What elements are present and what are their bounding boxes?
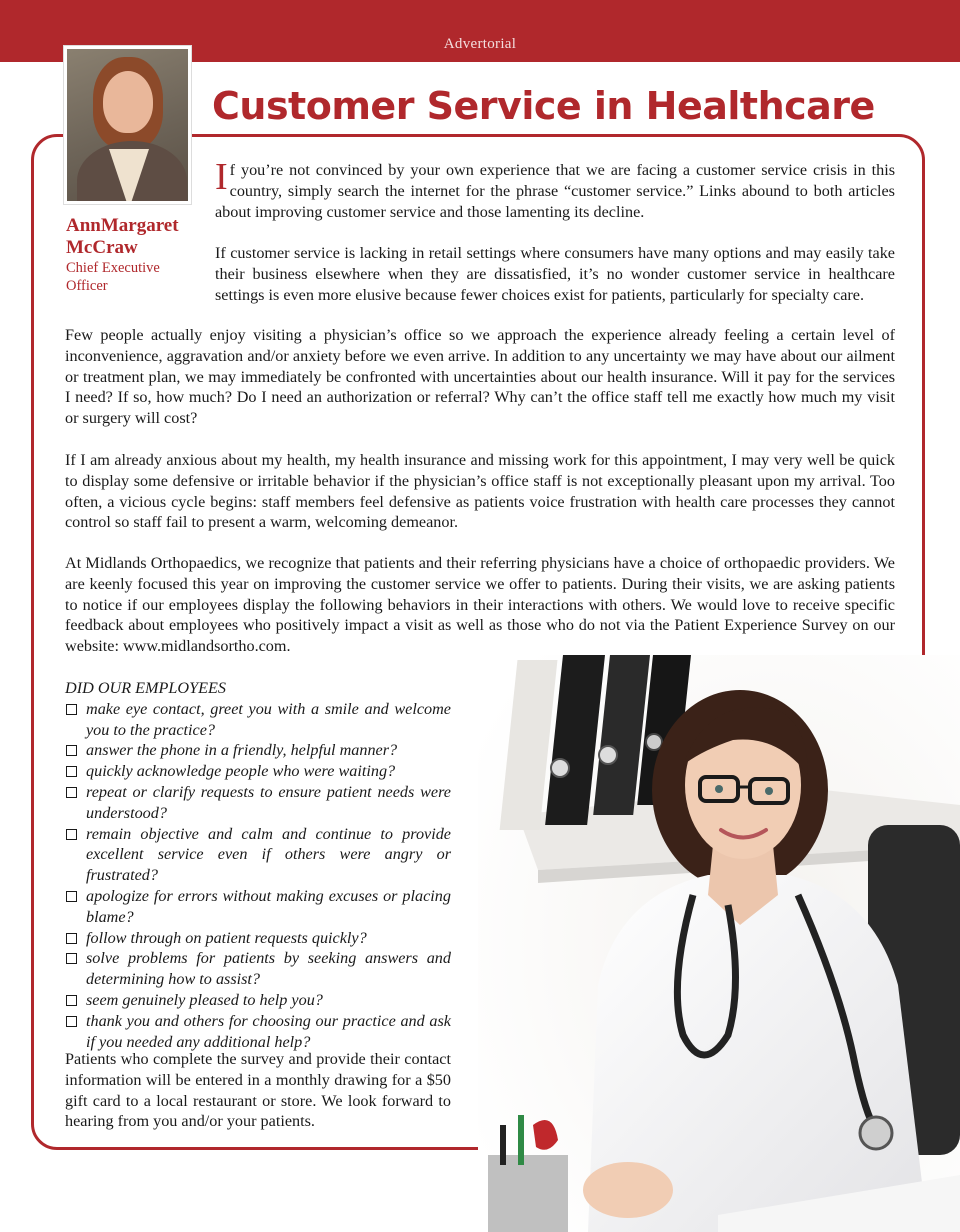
advertorial-label: Advertorial [443,36,517,52]
checklist-item [65,990,451,1011]
checklist-item-text: quickly acknowledge people who were waiting? [86,762,396,781]
checklist-item [65,1011,451,1053]
author-role: Chief Executive Officer [66,260,160,294]
checkbox[interactable] [66,953,77,964]
checklist-item-text: thank you and others for choosing our practice and ask if you needed any additional help? [86,1011,451,1051]
author-name: AnnMargaret McCraw [66,215,179,258]
paragraph-3: Few people actually enjoy visiting a physician’s office so we approach the experience already feeling a certain level of inconvenience, aggravation and/or anxiety before we even arrive. In addition to any uncertainty we may have about our ailment or treatment plan, we may immediately be confronted with uncertainties about our health insurance. Will it pay for the services I need? If so, how much? Do I need an authorization or referral? Why can’t the office staff tell me exactly how much my visit or surgery will cost? [65,326,895,428]
paragraph-5: At Midlands Orthopaedics, we recognize that patients and their referring physicians have a choice of orthopaedic providers. We are keenly focused this year on improving the customer service we offer to patients. During their visits, we are asking patients to notice if our employees display the following behaviors in their interactions with others. We would love to receive specific feedback about employees who positively impact a visit as well as those who do not via the Patient Experience Survey on our website: www.midlandsortho.com. [65,554,895,656]
checkbox[interactable] [66,745,77,756]
checkbox[interactable] [66,1016,77,1027]
checklist-item [65,928,451,949]
checkbox[interactable] [66,787,77,798]
employee-checklist [65,678,451,1052]
checklist-item [65,824,451,886]
checklist-item-text: follow through on patient requests quickly? [86,928,367,947]
paragraph-intro [215,156,895,222]
checklist-item [65,886,451,928]
doctor-photo [478,655,960,1232]
checklist-item [65,782,451,824]
checklist-item [65,740,451,761]
checklist-item-text: repeat or clarify requests to ensure patient needs were understood? [86,782,451,822]
checklist-item-text: apologize for errors without making excuses or placing blame? [86,886,451,926]
checkbox[interactable] [66,995,77,1006]
checklist-item [65,948,451,990]
paragraph-closing: Patients who complete the survey and provide their contact information will be entered in a monthly drawing for a $50 gift card to a local restaurant or store. We look forward to hearing from you and/or your patients. [65,1050,451,1131]
checklist-item-text: make eye contact, greet you with a smile and welcome you to the practice? [86,699,451,739]
checkbox[interactable] [66,829,77,840]
author-photo [64,46,191,204]
checkbox[interactable] [66,704,77,715]
paragraph-2: If customer service is lacking in retail settings where consumers have many options and may easily take their business elsewhere when they are dissatisfied, it’s no wonder customer service in healthcare settings is even more elusive because fewer choices exist for patients, particularly for specialty care. [215,244,895,304]
checklist-item-text: remain objective and calm and continue to provide excellent service even if others were angry or frustrated? [86,824,451,885]
drop-cap: I [215,156,228,198]
article-title: Customer Service in Healthcare [212,84,875,128]
checklist-item-text: answer the phone in a friendly, helpful manner? [86,741,398,760]
intro-text: f you’re not convinced by your own experience that we are facing a customer service crisis in this country, simply search the internet for the phrase “customer service.” Links abound to both articles about improving customer service and those lamenting its decline. [215,161,895,221]
checkbox[interactable] [66,891,77,902]
checklist-item [65,699,451,741]
checklist-item-text: solve problems for patients by seeking answers and determining how to assist? [86,949,451,989]
checklist-heading: DID OUR EMPLOYEES [65,679,226,697]
checkbox[interactable] [66,766,77,777]
paragraph-4: If I am already anxious about my health, my health insurance and missing work for this appointment, I may very well be quick to display some defensive or irritable behavior if the physician’s office staff is not exceptionally pleasant upon my arrival. Too often, a vicious cycle begins: staff members feel defensive as patients voice frustration with health care processes they cannot control so staff fail to present a warm, welcoming demeanor. [65,451,895,532]
checklist-item [65,761,451,782]
checklist-item-text: seem genuinely pleased to help you? [86,990,323,1009]
checkbox[interactable] [66,933,77,944]
